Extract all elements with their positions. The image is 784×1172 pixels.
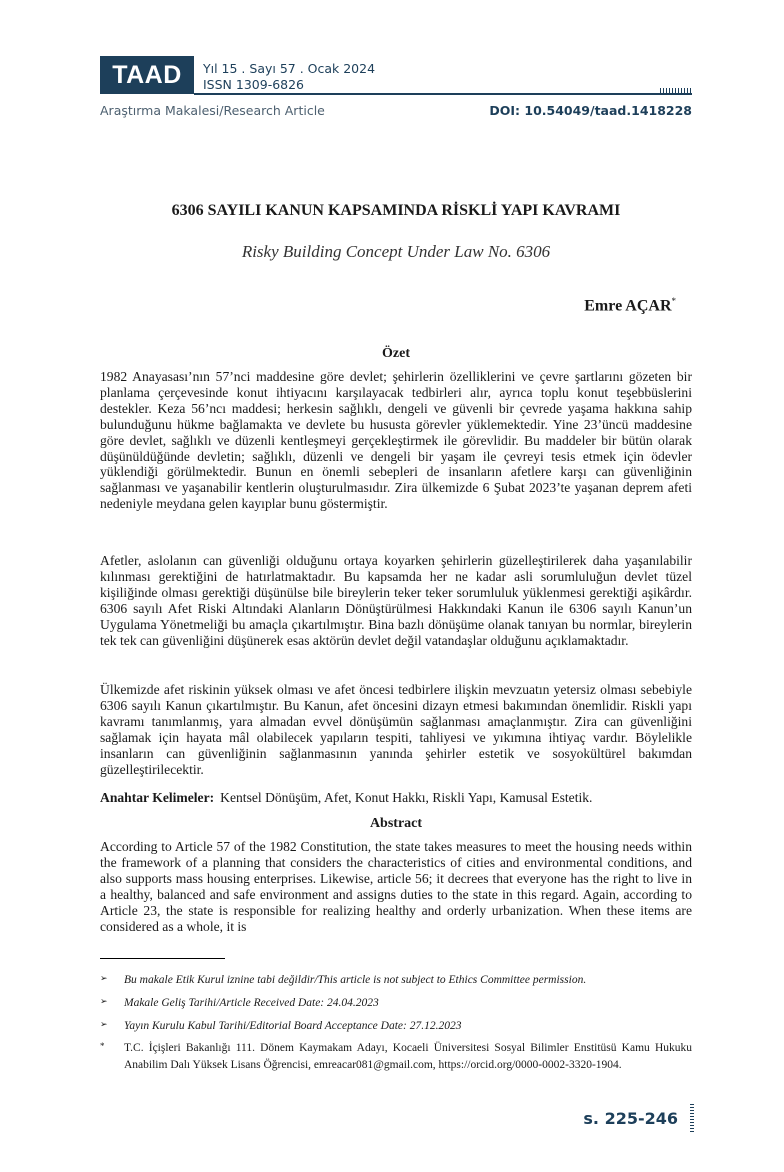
header-ticks [660,88,692,94]
ozet-paragraph-2: Afetler, aslolanın can güvenliği olduğunu ortaya koyarken şehirlerin güzelleştirilerek daha yaşanılabilir kılınması gerektiğini de hatırlatmaktadır. Bu kapsamda her ne kadar asli sorumluluğun devlet tüzel kişiliğinde olması gerektiği düşünülse bile bireylerin teker teker sorumluluk yüklenmesi gerektiği aşikârdır. 6306 sayılı Afet Riski Altındaki Alanların Dönüştürülmesi Hakkındaki Kanun ile 6306 sayılı Kanun’un Uygulama Yönetmeliği bu amaçla çıkartılmıştır. Bina bazlı dönüşüme olanak tanıyan bu normlar, bireylerin tek tek can güvenliğini düşünerek esas aktörün devlet değil vatandaşlar olduğunu açıklamaktadır. [100,553,692,648]
keywords-list: Kentsel Dönüşüm, Afet, Konut Hakkı, Riskli Yapı, Kamusal Estetik. [220,790,593,805]
issue-line: Yıl 15 . Sayı 57 . Ocak 2024 [203,61,376,76]
journal-logo: TAAD [100,56,194,94]
author-footnote-mark: * [671,296,676,306]
author [584,296,676,315]
footnote-text: Bu makale Etik Kurul iznine tabi değildir/This article is not subject to Ethics Committee permission. [124,974,587,986]
footnote-text: Yayın Kurulu Kabul Tarihi/Editorial Board Acceptance Date: 27.12.2023 [124,1020,462,1032]
abstract-heading: Abstract [369,816,423,831]
article-type: Araştırma Makalesi/Research Article [100,103,325,118]
paper-title: 6306 SAYILI KANUN KAPSAMINDA RİSKLİ YAPI KAVRAMI [171,202,621,219]
ozet-heading: Özet [382,346,410,361]
page-ticks [690,1104,694,1134]
footnote-text: Makale Geliş Tarihi/Article Received Date: 24.04.2023 [124,997,379,1009]
footnote-rule [100,958,225,959]
keywords-label: Anahtar Kelimeler: [100,790,215,805]
ozet-paragraph-3: Ülkemizde afet riskinin yüksek olması ve afet öncesi tedbirlere ilişkin mevzuatın yetersiz olması sebebiyle 6306 sayılı Kanun çıkartılmıştır. Bu Kanun, afet öncesini dizayn etmesi bakımından önemlidir. Riskli yapı kavramı tanımlanmış, yara almadan evvel dönüşümün sağlanması amaçlanmıştır. Zira can güvenliğini sağlamak için hayata mâl olabilecek yapıların tespiti, tahliyesi ve yıkımına ihtiyaç vardır. Böylelikle insanların can güvenliğinin sağlanmasının yanında şehirler estetik ve sosyokültürel bakımdan güzelleştirilecektir. [100,682,692,777]
footnote-text: T.C. İçişleri Bakanlığı 111. Dönem Kaymakam Adayı, Kocaeli Üniversitesi Sosyal Bilimler Enstitüsü Kamu Hukuku Anabilim Dalı Yüksek Lisans Öğrencisi, emreacar081@gmail.com, https://orcid.org/0000-0002-3320-1904. [124,1042,692,1071]
abstract-paragraph: According to Article 57 of the 1982 Constitution, the state takes measures to meet the housing needs within the framework of a planning that considers the characteristics of cities and environmental conditions, and also supports mass housing enterprises. Likewise, article 56; it decrees that everyone has the right to live in a healthy, balanced and safe environment and assigns duties to the state in this regard. Again, according to Article 23, the state is responsible for realizing healthy and orderly urbanization. When these items are considered as a whole, it is [100,839,692,934]
issue-info [203,61,375,93]
author-name: Emre AÇAR [584,297,672,315]
footnote-asterisk: * [100,1041,105,1051]
paper-subtitle: Risky Building Concept Under Law No. 6306 [241,242,551,261]
footnote-bullet-icon: ➢ [100,996,108,1006]
footnote-bullet-icon: ➢ [100,1019,108,1029]
ozet-paragraph-1: 1982 Anayasası’nın 57’nci maddesine göre devlet; şehirlerin özelliklerini ve çevre şartlarını gözeten bir planlama çerçevesinde konut ihtiyacını karşılayacak tedbirleri alır, ayrıca toplu konut teşebbüslerini destekler. Keza 56’ncı maddesi; herkesin sağlıklı, dengeli ve güvenli bir çevrede yaşama hakkına sahip bulunduğunu hükme bağlamakta ve devlete bu hususta görevler yüklemektedir. Yine 23’üncü maddesine göre devlet, sağlıklı ve düzenli kentleşmeyi gerçekleştirmek ile görevlidir. Bu maddeler bir bütün olarak düşünüldüğünde devletin; sağlıklı, düzenli ve dengeli bir yaşam ile çevreyi tesis etmek için ödevler yüklendiği görülmektedir. Bunun en önemli sebepleri de insanların afetlere karşı can güvenliğinin sağlanması ve yaşanabilir kentlerin oluşturulmasıdır. Zira ülkemizde 6 Şubat 2023’te yaşanan deprem afeti nedeniyle meydana gelen kayıplar bunu göstermiştir. [100,369,692,512]
header-rule [194,93,692,95]
keywords [100,790,692,806]
issn: ISSN 1309-6826 [203,77,305,92]
doi-link[interactable]: DOI: 10.54049/taad.1418228 [489,103,692,118]
page-range: s. 225-246 [583,1109,678,1128]
footnote-bullet-icon: ➢ [100,973,108,983]
